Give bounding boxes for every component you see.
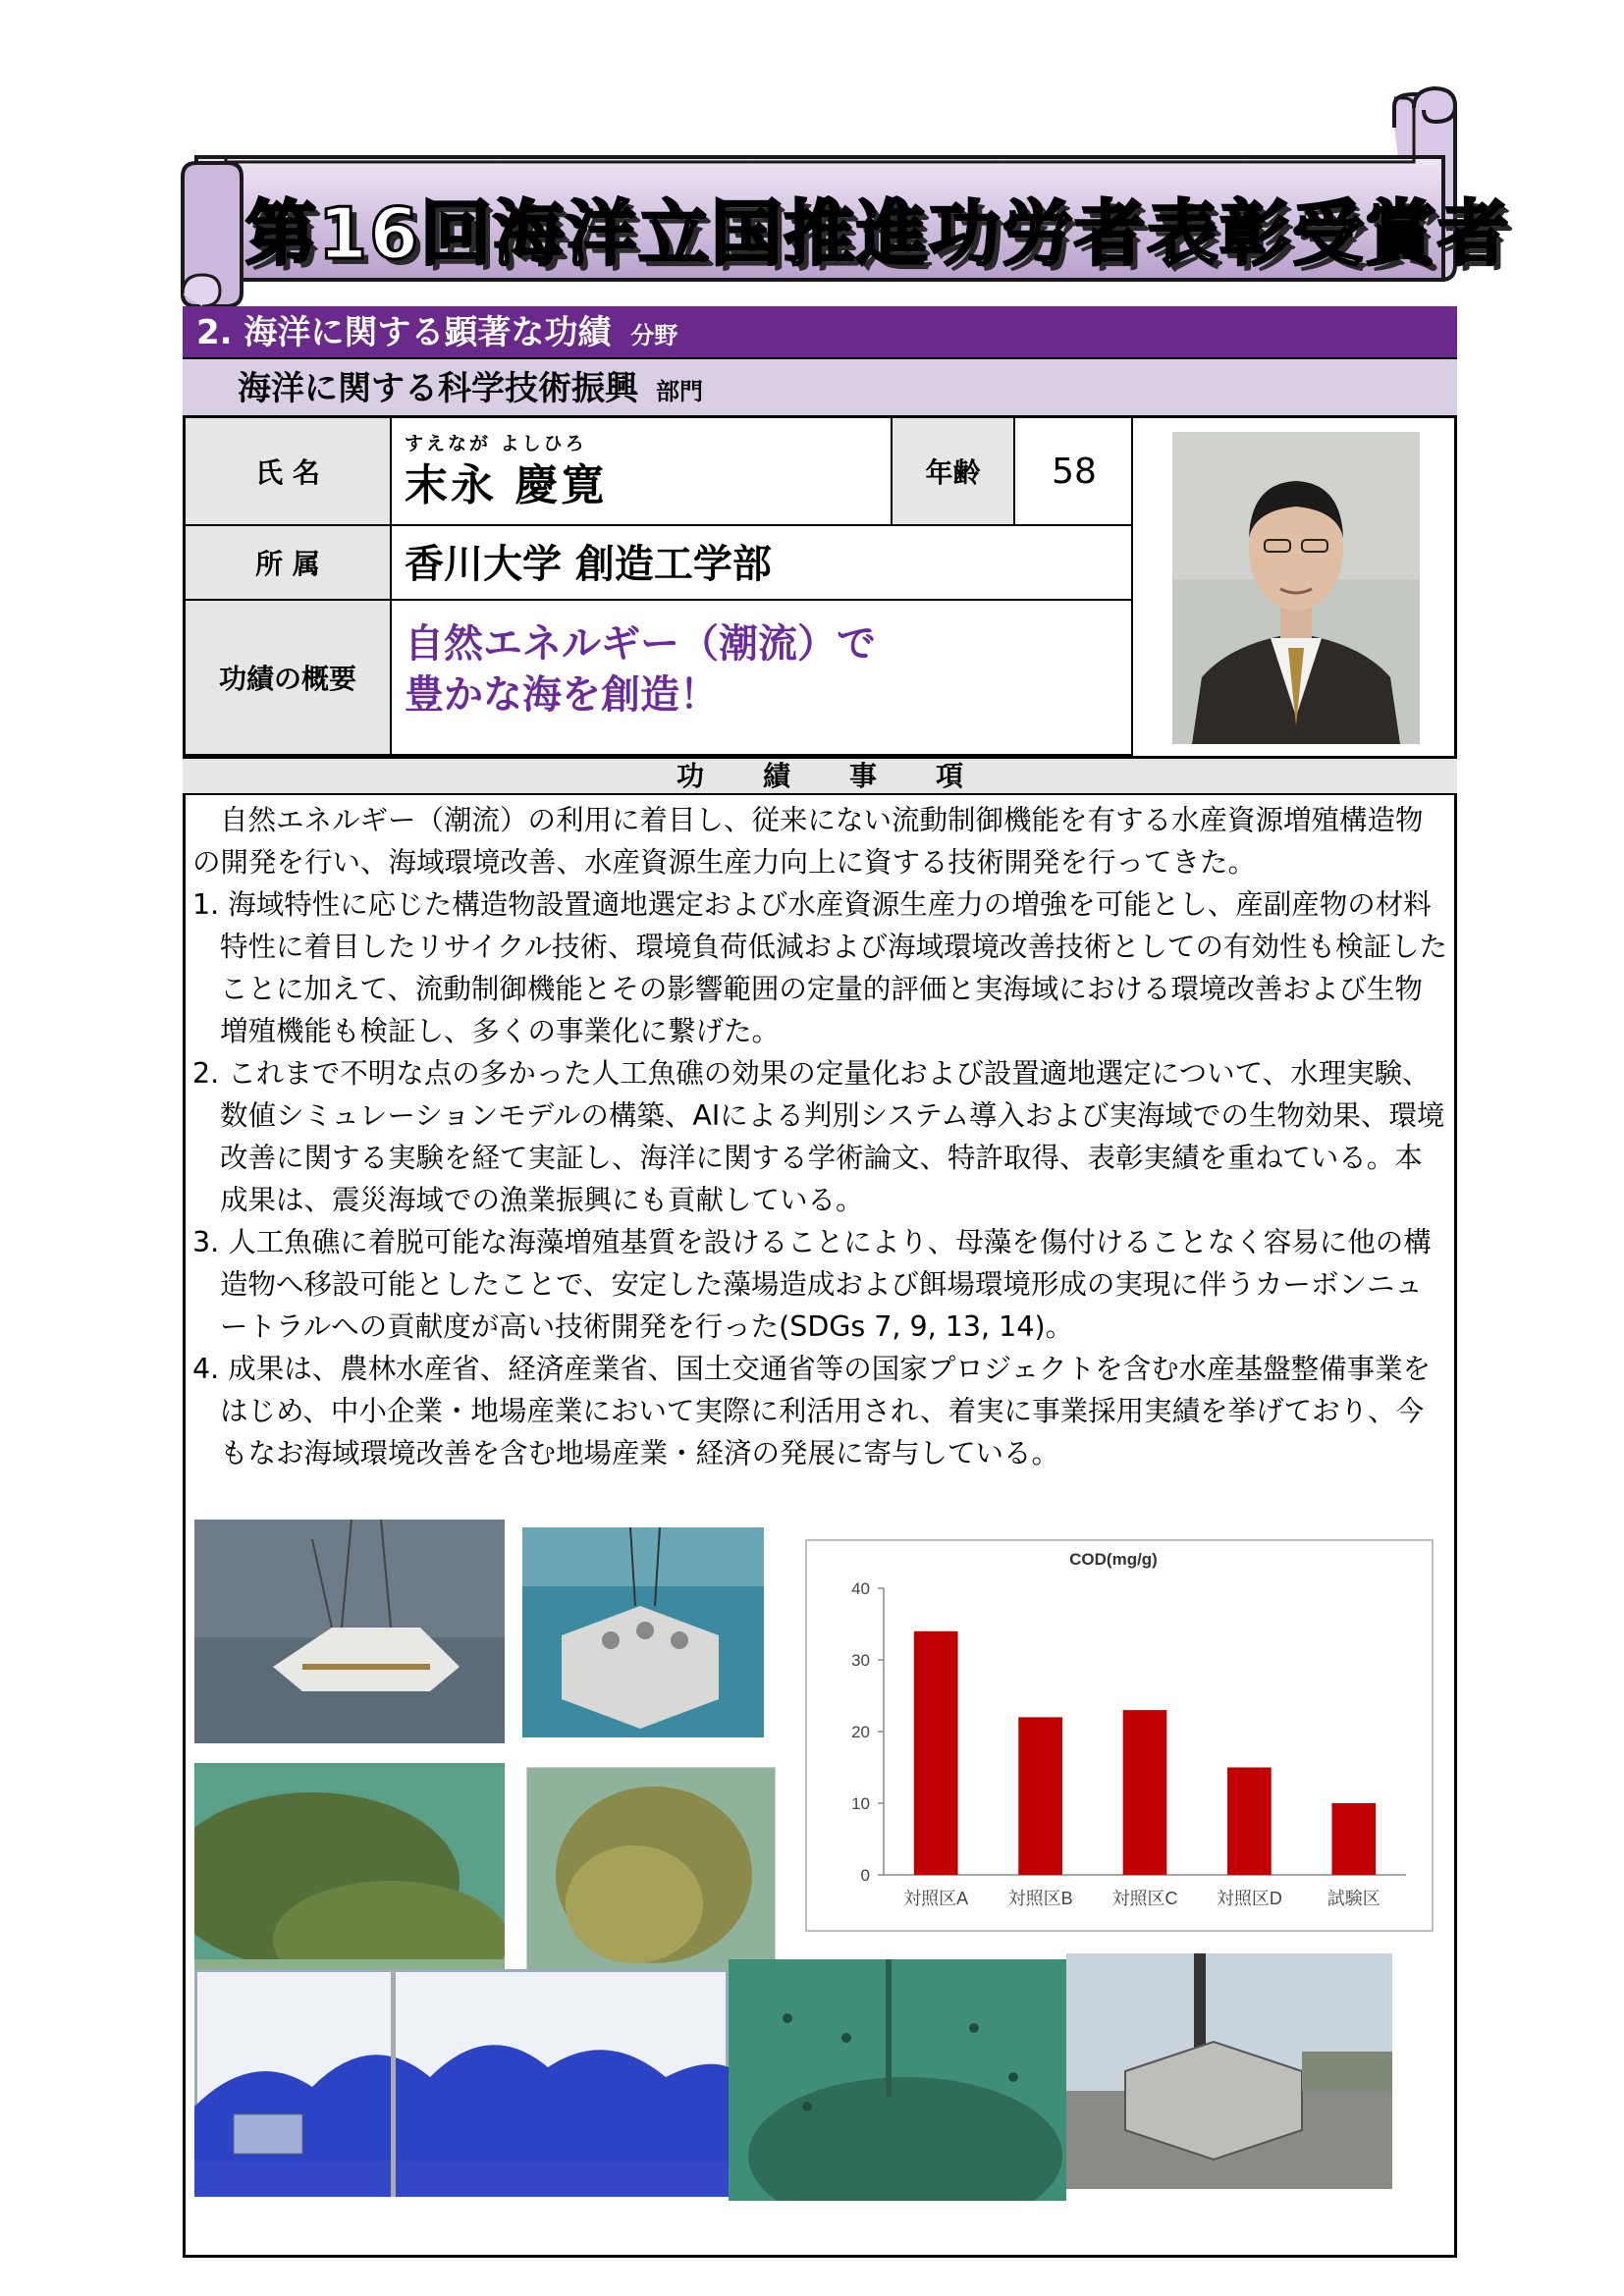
achievement-item: 2. これまで不明な点の多かった人工魚礁の効果の定量化および設置適地選定について、水理実験、数値シミュレーションモデルの構築、AIによる判別システム導入および実海域での生物効果、環境改善に関する実験を経て実証し、海洋に関する学術論文、特許取得、表彰実績を重ねている。本成果は、震災海域での漁業振興にも貢献している。 (192, 1057, 1445, 1216)
section-row (183, 359, 1457, 418)
recipient-name: 末永 慶寛 (405, 460, 608, 510)
photo-flow-experiment (194, 1969, 729, 2197)
affiliation-label: 所 属 (186, 526, 392, 601)
name-label: 氏 名 (186, 418, 392, 526)
field-suffix: 分野 (630, 322, 678, 349)
bar (1018, 1717, 1062, 1875)
y-tick-label: 10 (851, 1794, 870, 1813)
x-tick-label: 試験区 (1326, 1889, 1380, 1908)
achievements-intro: 自然エネルギー（潮流）の利用に着目し、従来にない流動制御機能を有する水産資源増殖構造物の開発を行い、海域環境改善、水産資源生産力向上に資する技術開発を行ってきた。 (192, 804, 1424, 879)
photo-reef-structure-lifting (194, 1520, 505, 1743)
x-tick-label: 対照区A (903, 1889, 969, 1908)
achievements-header: 功績事項 (183, 756, 1457, 795)
summary-text (405, 618, 876, 721)
achievements-body (192, 799, 1449, 1474)
x-tick-label: 対照区D (1216, 1889, 1282, 1908)
photo-seaweed-1 (194, 1763, 505, 1989)
banner-title: 第16回海洋立国推進功労者表彰受賞者 (245, 192, 1511, 275)
achievement-item: 4. 成果は、農林水産省、経済産業省、国土交通省等の国家プロジェクトを含む水産基盤整備事業をはじめ、中小企業・地場産業において実際に利活用され、着実に事業採用実績を挙げており、今もなお海域環境改善を含む地場産業・経済の発展に寄与している。 (192, 1353, 1432, 1469)
field-label: 2. 海洋に関する顕著な功績 (196, 313, 612, 352)
summary-label: 功績の概要 (186, 601, 392, 756)
achievement-item: 1. 海域特性に応じた構造物設置適地選定および水産資源生産力の増強を可能とし、産副産物の材料特性に着目したリサイクル技術、環境負荷低減および海域環境改善技術としての有効性も検証したことに加えて、流動制御機能とその影響範囲の定量的評価と実海域における環境改善および生物増殖機能も検証し、多くの事業化に繋げた。 (192, 888, 1448, 1047)
cod-chart-svg (807, 1541, 1432, 1930)
photo-seaweed-2 (526, 1767, 776, 1989)
y-tick-label: 40 (851, 1579, 870, 1598)
name-ruby: すえなが よしひろ (405, 433, 587, 454)
x-tick-label: 対照区B (1007, 1889, 1073, 1908)
x-tick-label: 対照区C (1111, 1889, 1178, 1908)
section-label: 海洋に関する科学技術振興 (238, 369, 638, 408)
age-value: 58 (1052, 452, 1097, 492)
bar (1123, 1710, 1167, 1875)
affiliation-value: 香川大学 創造工学部 (405, 542, 772, 587)
y-tick-label: 20 (851, 1723, 870, 1741)
y-tick-label: 30 (851, 1651, 870, 1670)
portrait-photo (1172, 432, 1420, 744)
photo-fish-school (729, 1959, 1066, 2201)
bar (1331, 1803, 1376, 1875)
field-row (183, 306, 1457, 359)
bar (914, 1631, 958, 1875)
y-tick-label: 0 (860, 1866, 870, 1885)
photo-reef-on-dock (1066, 1953, 1392, 2189)
summary-line-2: 豊かな海を創造！ (405, 672, 719, 718)
photo-concrete-block (522, 1527, 764, 1737)
bar (1227, 1768, 1272, 1876)
section-suffix: 部門 (656, 378, 703, 405)
cod-chart (805, 1539, 1434, 1932)
chart-title: COD(mg/g) (1069, 1550, 1158, 1569)
summary-line-1: 自然エネルギー（潮流）で (405, 621, 876, 667)
age-label: 年齢 (893, 418, 1015, 526)
achievement-item: 3. 人工魚礁に着脱可能な海藻増殖基質を設けることにより、母藻を傷付けることなく容易に他の構造物へ移設可能としたことで、安定した藻場造成および餌場環境形成の実現に伴うカーボンニュートラルへの貢献度が高い技術開発を行った(SDGs 7, 9, 13, 14)。 (192, 1226, 1432, 1343)
